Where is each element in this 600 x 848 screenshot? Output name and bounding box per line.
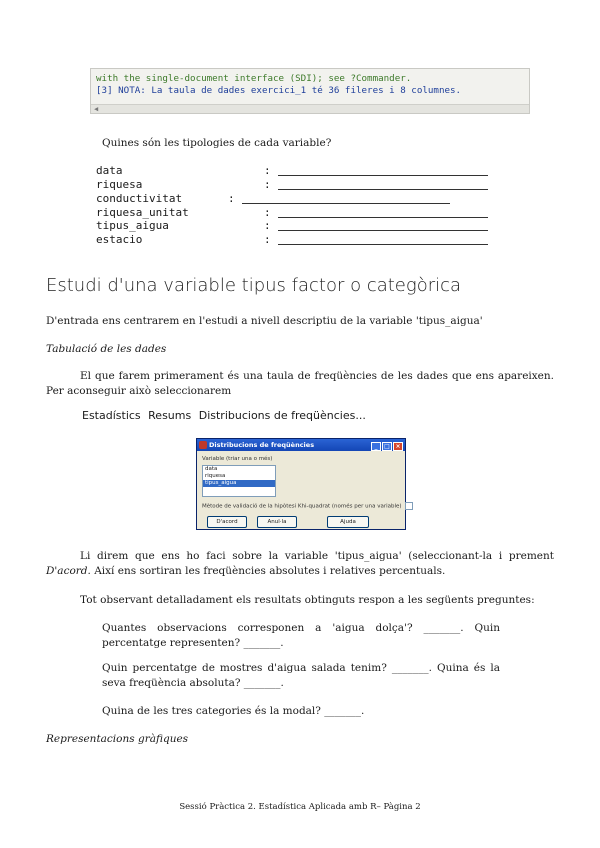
variable-row bbox=[96, 192, 235, 205]
frequency-dialog bbox=[196, 438, 406, 530]
answer-blank bbox=[278, 235, 488, 245]
instruction-text: Li direm que ens ho faci sobre la variable 'tipus_aigua' (seleccionant-la i prement bbox=[80, 550, 554, 562]
separator: : bbox=[264, 206, 271, 219]
console-line-2: [3] NOTA: La taula de dades exercici_1 té 36 fileres i 8 columnes. bbox=[96, 85, 462, 96]
subheading-tabulation: Tabulació de les dades bbox=[46, 343, 167, 355]
variable-row bbox=[96, 233, 271, 246]
variable-name: riquesa bbox=[96, 178, 143, 191]
list-item-selected[interactable]: tipus_aigua bbox=[203, 480, 275, 487]
answer-blank bbox=[278, 208, 488, 218]
intro-paragraph: D'entrada ens centrarem en l'estudi a nivell descriptiu de la variable 'tipus_aigua' bbox=[46, 315, 483, 327]
r-app-icon bbox=[199, 441, 207, 449]
close-icon[interactable]: × bbox=[393, 442, 403, 451]
list-item[interactable]: data bbox=[205, 466, 218, 472]
variables-label: Variable (triar una o més) bbox=[202, 456, 273, 462]
list-item[interactable]: riquesa bbox=[205, 473, 226, 479]
variable-name: estacio bbox=[96, 233, 143, 246]
question-3: Quina de les tres categories és la modal? _______. bbox=[102, 705, 365, 717]
variable-row bbox=[96, 178, 271, 191]
chi-square-label: Mètode de validació de la hipòtesi Khi-quadrat (només per una variable) bbox=[202, 503, 402, 510]
menu-path bbox=[82, 409, 370, 422]
separator: : bbox=[264, 178, 271, 191]
answer-blank bbox=[242, 194, 450, 204]
variable-row bbox=[96, 164, 271, 177]
variable-name: data bbox=[96, 164, 123, 177]
instruction-paragraph bbox=[46, 549, 554, 579]
separator: : bbox=[264, 219, 271, 232]
tabulation-paragraph: El que farem primerament és una taula de freqüències de les dades que ens apareixen. Per aconseguir això seleccionarem bbox=[46, 370, 554, 397]
variable-name: riquesa_unitat bbox=[96, 206, 189, 219]
help-button[interactable]: Ajuda bbox=[327, 516, 369, 528]
section-title: Estudi d'una variable tipus factor o categòrica bbox=[46, 275, 462, 296]
observe-paragraph: Tot observant detalladament els resultats obtinguts respon a les següents preguntes: bbox=[80, 594, 535, 606]
variables-listbox[interactable] bbox=[202, 465, 276, 497]
page-footer: Sessió Pràctica 2. Estadística Aplicada amb R– Pàgina 2 bbox=[179, 802, 421, 812]
ok-button[interactable]: D'acord bbox=[207, 516, 247, 528]
variable-row bbox=[96, 219, 271, 232]
separator: : bbox=[228, 192, 235, 205]
chi-square-option[interactable] bbox=[202, 502, 413, 510]
menu-item-statistics[interactable]: Estadístics bbox=[82, 409, 141, 422]
chi-square-checkbox[interactable] bbox=[405, 502, 413, 510]
instruction-italic: D'acord bbox=[46, 565, 88, 577]
dialog-titlebar bbox=[197, 439, 405, 451]
menu-item-summaries[interactable]: Resums bbox=[148, 409, 192, 422]
separator: : bbox=[264, 164, 271, 177]
console-line-1: with the single-document interface (SDI); see ?Commander. bbox=[96, 73, 412, 84]
subheading-graphics: Representacions gràfiques bbox=[46, 733, 189, 745]
maximize-icon[interactable]: □ bbox=[382, 442, 392, 451]
minimize-icon[interactable]: _ bbox=[371, 442, 381, 451]
menu-item-frequency-distributions[interactable]: Distribucions de freqüències... bbox=[198, 409, 366, 422]
cancel-button[interactable]: Anul·la bbox=[257, 516, 297, 528]
separator: : bbox=[264, 233, 271, 246]
variable-name: tipus_aigua bbox=[96, 219, 169, 232]
answer-blank bbox=[278, 180, 488, 190]
scroll-left-icon[interactable]: ◀ bbox=[94, 105, 99, 113]
instruction-text-end: . Així ens sortiran les freqüències absolutes i relatives percentuals. bbox=[87, 565, 446, 577]
variable-name: conductivitat bbox=[96, 192, 183, 205]
dialog-title: Distribucions de freqüències bbox=[209, 441, 315, 449]
question-2: Quin percentatge de mostres d'aigua salada tenim? _______. Quina és la seva freqüència absoluta? _______. bbox=[102, 662, 500, 689]
answer-blank bbox=[278, 166, 488, 176]
answer-blank bbox=[278, 221, 488, 231]
r-console-output bbox=[90, 68, 530, 114]
question-1: Quantes observacions corresponen a 'aigua dolça'? _______. Quin percentatge representen? _______. bbox=[102, 622, 500, 649]
variable-row bbox=[96, 206, 271, 219]
question-intro: Quines són les tipologies de cada variable? bbox=[102, 137, 332, 149]
console-scrollbar[interactable] bbox=[91, 104, 529, 113]
